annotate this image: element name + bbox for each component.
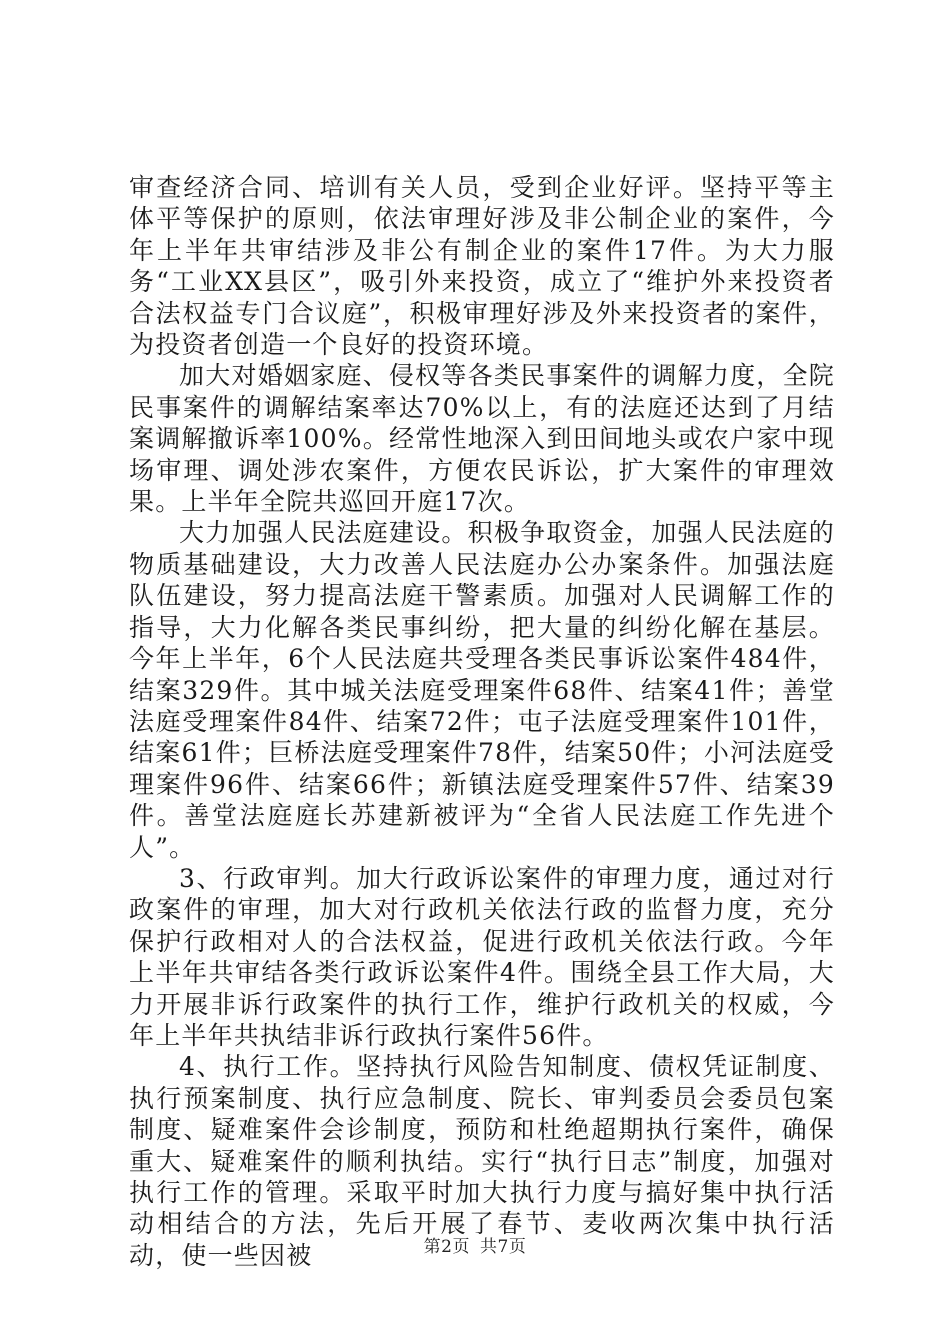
paragraph: 3、行政审判。加大行政诉讼案件的审理力度，通过对行政案件的审理，加大对行政机关依法行政的监督力度，充分保护行政相对人的合法权益，促进行政机关依法行政。今年上半年共审结各类行政诉讼案件4件。围绕全县工作大局，大力开展非诉行政案件的执行工作，维护行政机关的权威，今年上半年共执结非诉行政执行案件56件。 [129, 863, 835, 1050]
page-number-current: 第2页 [423, 1237, 470, 1257]
page-number-total: 共7页 [480, 1237, 527, 1257]
paragraph: 大力加强人民法庭建设。积极争取资金，加强人民法庭的物质基础建设，大力改善人民法庭办公办案条件。加强法庭队伍建设，努力提高法庭干警素质。加强对人民调解工作的指导，大力化解各类民事纠纷，把大量的纠纷化解在基层。今年上半年，6个人民法庭共受理各类民事诉讼案件484件，结案329件。其中城关法庭受理案件68件、结案41件；善堂法庭受理案件84件、结案72件；屯子法庭受理案件101件，结案61件；巨桥法庭受理案件78件，结案50件；小河法庭受理案件96件、结案66件；新镇法庭受理案件57件、结案39件。善堂法庭庭长苏建新被评为“全省人民法庭工作先进个人”。 [129, 518, 835, 862]
paragraph: 审查经济合同、培训有关人员，受到企业好评。坚持平等主体平等保护的原则，依法审理好涉及非公制企业的案件，今年上半年共审结涉及非公有制企业的案件17件。为大力服务“工业XX县区”，吸引外来投资，成立了“维护外来投资者合法权益专门合议庭”，积极审理好涉及外来投资者的案件，为投资者创造一个良好的投资环境。 [129, 173, 835, 360]
paragraph: 加大对婚姻家庭、侵权等各类民事案件的调解力度，全院民事案件的调解结案率达70%以上，有的法庭还达到了月结案调解撤诉率100%。经常性地深入到田间地头或农户家中现场审理、调处涉农案件，方便农民诉讼，扩大案件的审理效果。上半年全院共巡回开庭17次。 [129, 361, 835, 517]
page-footer [0, 1232, 950, 1257]
paragraph: 4、执行工作。坚持执行风险告知制度、债权凭证制度、执行预案制度、执行应急制度、院长、审判委员会委员包案制度、疑难案件会诊制度，预防和杜绝超期执行案件，确保重大、疑难案件的顺利执结。实行“执行日志”制度，加强对执行工作的管理。采取平时加大执行力度与搞好集中执行活动相结合的方法，先后开展了春节、麦收两次集中执行活动，使一些因被 [129, 1052, 835, 1270]
document-body [129, 172, 835, 1271]
